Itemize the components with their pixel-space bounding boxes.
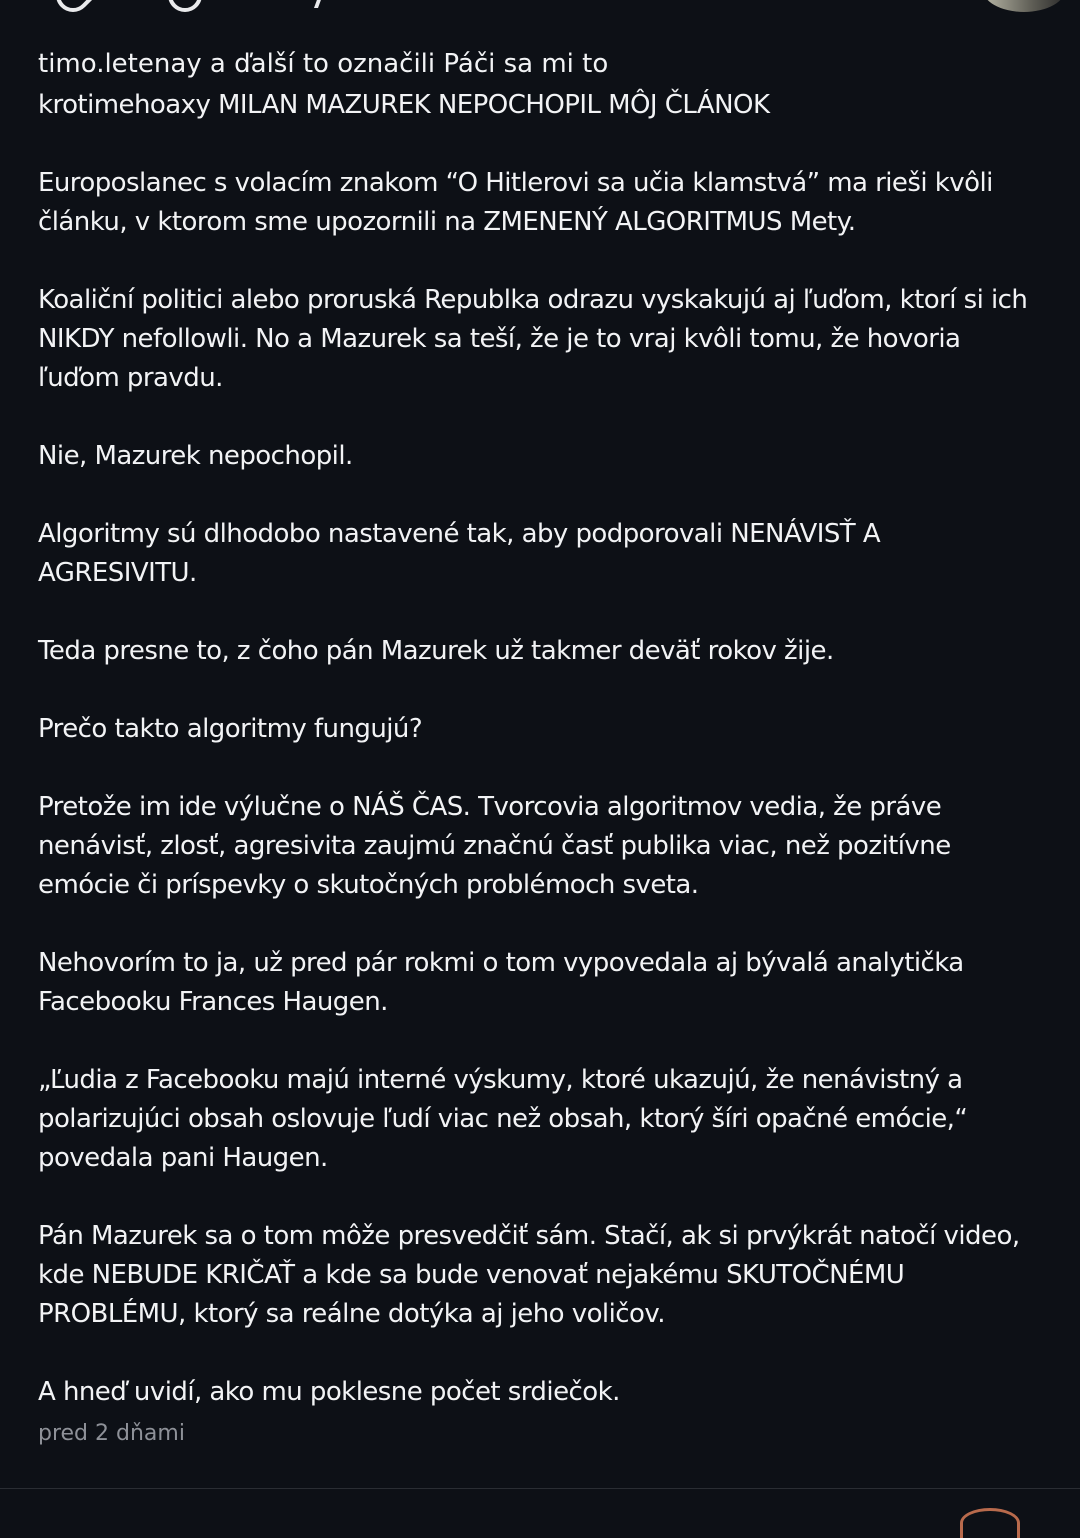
caption-paragraph: Pretože im ide výlučne o NÁŠ ČAS. Tvorcovia algoritmov vedia, že práve nenávisť, zlosť, agresivita zaujmú značnú časť publika viac, než pozitívne emócie či príspevky o skutočných problémoch sveta. <box>38 792 951 900</box>
comment-icon[interactable] <box>168 0 202 12</box>
avatar[interactable] <box>982 0 1066 12</box>
caption-paragraph: A hneď uvidí, ako mu poklesne počet srdiečok. <box>38 1377 620 1407</box>
caption-headline: MILAN MAZUREK NEPOCHOPIL MÔJ ČLÁNOK <box>218 90 770 120</box>
divider <box>0 1488 1080 1489</box>
caption-paragraph: Teda presne to, z čoho pán Mazurek už takmer deväť rokov žije. <box>38 636 834 666</box>
caption-paragraph: Prečo takto algoritmy fungujú? <box>38 714 423 744</box>
likes-summary[interactable]: timo.letenay a ďalší to označili Páči sa mi to <box>38 49 609 79</box>
caption-paragraph: „Ľudia z Facebooku majú interné výskumy, ktoré ukazujú, že nenávistný a polarizujúci obsah oslovuje ľudí viac než obsah, ktorý šíri opačné emócie,“ povedala pani Haugen. <box>38 1065 968 1173</box>
post-caption <box>38 86 1038 1412</box>
post-username[interactable]: krotimehoaxy <box>38 90 211 120</box>
post-timestamp: pred 2 dňami <box>38 1421 185 1446</box>
caption-paragraph: Nehovorím to ja, už pred pár rokmi o tom vypovedala aj bývalá analytička Facebooku Frances Haugen. <box>38 948 964 1017</box>
caption-paragraph: Koaliční politici alebo proruská Republka odrazu vyskakujú aj ľuďom, ktorí si ich NIKDY nefollowli. No a Mazurek sa teší, že je to vraj kvôli tomu, že hovoria ľuďom pravdu. <box>38 285 1028 393</box>
caption-paragraph: Europoslanec s volacím znakom “O Hitlerovi sa učia klamstvá” ma rieši kvôli článku, v ktorom sme upozornili na ZMENENÝ ALGORITMUS Mety. <box>38 168 993 237</box>
caption-paragraph: Nie, Mazurek nepochopil. <box>38 441 353 471</box>
share-icon[interactable] <box>296 0 326 8</box>
caption-paragraph: Pán Mazurek sa o tom môže presvedčiť sám. Stačí, ak si prvýkrát natočí video, kde NEBUDE KRIČAŤ a kde sa bude venovať nejakému SKUTOČNÉMU PROBLÉMU, ktorý sa reálne dotýka aj jeho voličov. <box>38 1221 1020 1329</box>
caption-paragraph: Algoritmy sú dlhodobo nastavené tak, aby podporovali NENÁVISŤ A AGRESIVITU. <box>38 519 881 588</box>
post-action-bar <box>0 0 1080 16</box>
heart-icon[interactable] <box>49 0 97 16</box>
caption-headline-line <box>38 86 1038 125</box>
avatar[interactable] <box>960 1508 1020 1538</box>
post-body <box>38 42 1038 1450</box>
